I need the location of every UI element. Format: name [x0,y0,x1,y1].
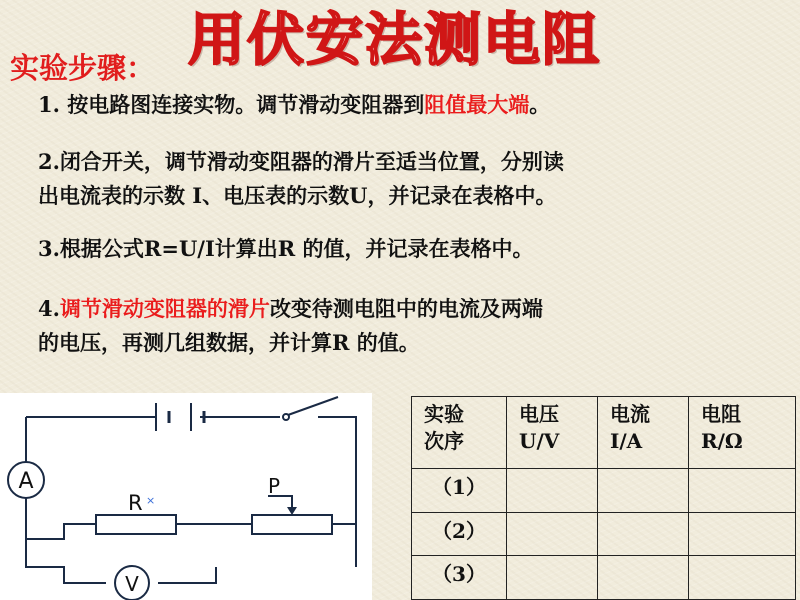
table-row-index: （2） [412,512,507,556]
table-cell [507,469,598,513]
circuit-diagram [0,393,372,600]
page-title: 用伏安法测电阻 [188,7,601,73]
step-4-line-1 [38,296,543,322]
steps-heading: 实验步骤： [10,51,156,85]
step-3: 3.根据公式R=U/I计算出R 的值，并记录在表格中。 [38,236,534,261]
table-header-cell: 实验 次序 [412,397,507,469]
table-cell [689,512,796,556]
step-2-line-1: 2.闭合开关，调节滑动变阻器的滑片至适当位置，分别读 [38,149,564,174]
table-cell [598,469,689,513]
table-row [412,556,796,600]
data-table [411,396,796,600]
table-row [412,469,796,513]
table-header-row [412,397,796,469]
table-cell [689,556,796,600]
step-4-number: 4. [38,296,60,321]
step-1-text: 1. 按电路图连接实物。调节滑动变阻器到 [38,92,425,117]
table-header-cell: 电阻 R/Ω [689,397,796,469]
table-cell [598,512,689,556]
resistor-subscript: × [146,494,156,507]
ammeter-label: A [18,469,34,494]
table-cell [507,512,598,556]
table-row-index: （1） [412,469,507,513]
table-cell [507,556,598,600]
table-header-cell: 电压 U/V [507,397,598,469]
table-row-index: （3） [412,556,507,600]
resistor-label: R [128,491,143,515]
table-header-cell: 电流 I/A [598,397,689,469]
table-row [412,512,796,556]
table-cell [689,469,796,513]
step-4-text: 改变待测电阻中的电流及两端 [269,296,543,321]
step-1-highlight: 阻值最大端 [424,92,530,117]
table-cell [598,556,689,600]
rheostat-label: P [268,474,281,498]
voltmeter-label: V [125,572,139,596]
step-4-line-2: 的电压，再测几组数据，并计算R 的值。 [38,330,420,355]
step-2-line-2: 出电流表的示数 I、电压表的示数U，并记录在表格中。 [38,183,557,208]
step-4-highlight: 调节滑动变阻器的滑片 [59,296,270,321]
step-1 [38,92,550,118]
step-1-end: 。 [529,92,551,117]
